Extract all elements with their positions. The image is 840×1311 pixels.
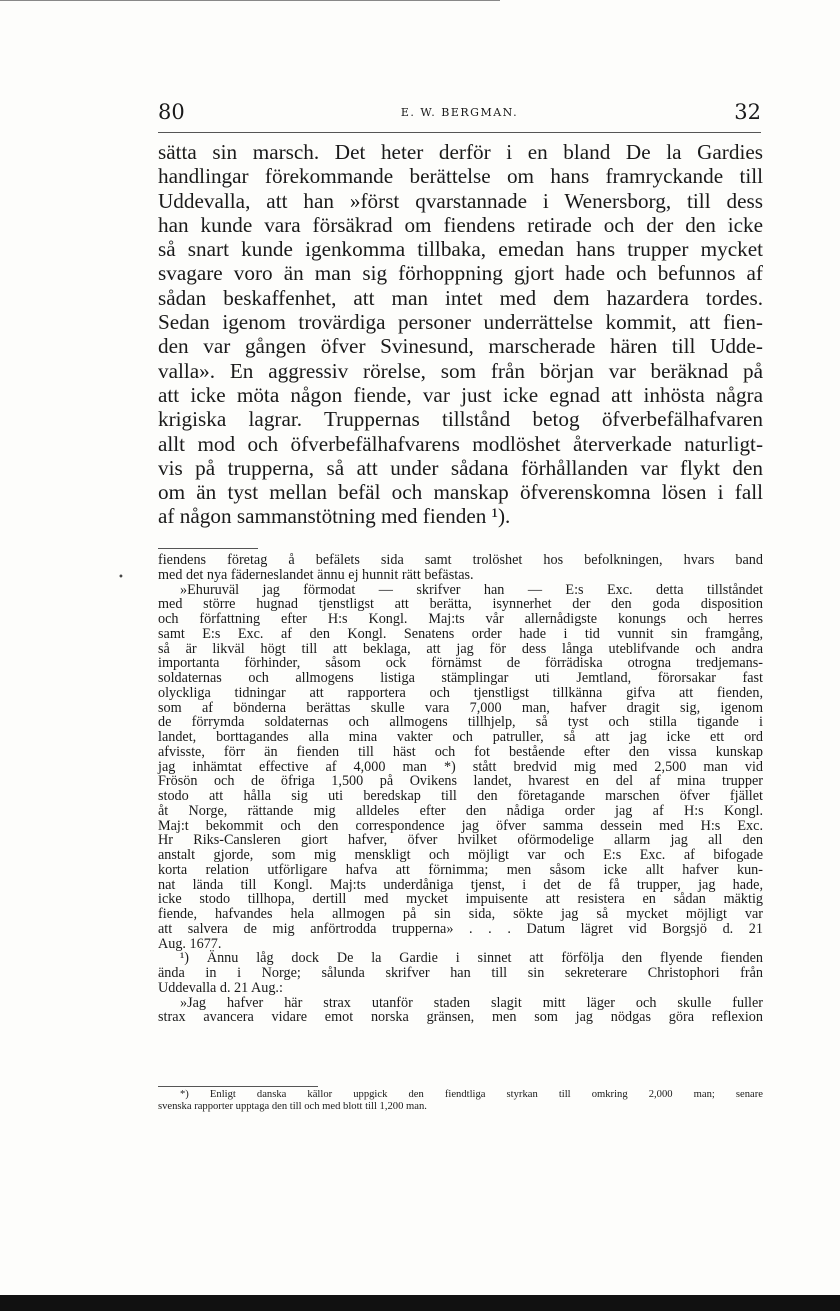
scan-bottom-band	[0, 1295, 840, 1311]
body-line: om än tyst mellan befäl och manskap öfverenskomna lösen i fall	[158, 480, 763, 505]
footnote-line: och författning efter H:s Kongl. Maj:ts vår allernådigste konungs och herres	[158, 611, 763, 627]
body-line: han kunde vara försäkrad om fiendens retirade och der den icke	[158, 212, 763, 237]
footnote-line: jag inhämtat effective af 4,000 man *) stått bredvid mig med 2,500 man vid	[158, 758, 763, 775]
footnote-line: med det nya fäderneslandet ännu ej hunnit rätt befästas.	[158, 566, 474, 583]
footnote-line: icke stodo tillhopa, dertill med mycket impuisente att resistera en sådan mäktig	[158, 891, 763, 908]
body-line: så snart kunde igenkomma tillbaka, emedan hans trupper mycket	[158, 237, 763, 262]
footnote-line: fiende, hafvandes hela allmogen på sin sida, sökte jag så mycket möjligt var	[158, 906, 763, 922]
footnote-line: Hr Riks-Cansleren giort hafver, öfver hvilket oförmodelige allarm jag all den	[158, 832, 763, 849]
footnote-line: korta relation utförligare hafva att förnimma; men såsom icke allt hafver kun-	[158, 861, 763, 878]
footnote-line: nat lända till Kongl. Maj:ts underdåniga tjenst, i det de få trupper, jag hade,	[158, 876, 763, 893]
footnote-line: så är likväl högt till att beklaga, att jag för dess långa uteblifvande och andra	[158, 640, 763, 657]
footnote-line: att salvera de mig anförtrodda trupperna» . . . Datum lägret vid Borgsjö d. 21	[158, 920, 763, 937]
footnote-line: ¹) Ännu låg dock De la Gardie i sinnet att förfölja den flyende fienden	[180, 950, 763, 967]
body-line: handlingar förekommande berättelse om hans framryckande till	[158, 164, 763, 189]
subnote-rule	[158, 1086, 318, 1087]
body-line: vis på trupperna, så att under sådana förhållanden var flykt den	[158, 455, 763, 480]
main-body-text	[158, 140, 763, 529]
footnote-line: anstalt gjorde, som mig menskligt och möjligt var och E:s Exc. af bifogade	[158, 847, 763, 863]
body-line: allt mod och öfverbefälhafvarens modlöshet återverkade naturligt-	[158, 431, 763, 456]
footnote-line: landet, borttagandes alla mina vakter och patruller, så att jag icke ett ord	[158, 729, 763, 745]
footnote-line: importanta förhinder, såsom ock förnämst de förrädiska otrogna tredjemans-	[158, 655, 763, 672]
section-number: 32	[734, 100, 761, 124]
footnote-line: ända in i Norge; sålunda skrifver han till sin sekreterare Christophori från	[158, 965, 763, 981]
footnote-line: Uddevalla d. 21 Aug.:	[158, 979, 283, 996]
footnote-line: fiendens företag å befälets sida samt trolöshet hos befolkningen, hvars band	[158, 552, 763, 568]
page-number: 80	[158, 100, 185, 124]
header-rule	[158, 132, 761, 133]
footnote-line: »Jag hafver här strax utanför staden slagit mitt läger och skulle fuller	[180, 994, 763, 1011]
body-line: sådan beskaffenhet, att man intet med dem hazardera tordes.	[158, 285, 763, 310]
footnote-line: strax avancera vidare emot norska gränsen, men som jag nödgas göra reflexion	[158, 1009, 763, 1026]
footnote-line: Maj:t bekommit och den correspondence jag öfver samma dessein med H:s Exc.	[158, 817, 763, 834]
running-head: E. W. BERGMAN.	[400, 106, 519, 119]
body-line: att icke möta någon fiende, var just icke egnad att inhösta några	[158, 382, 763, 407]
footnote-line: soldaternas och allmogens listiga stämplingar uti Jemtland, förorsakar fast	[158, 670, 763, 686]
subnote-line: svenska rapporter upptaga den till och med blott till 1,200 man.	[158, 1101, 427, 1112]
footnote-line: »Ehuruväl jag förmodat — skrifver han — E:s Exc. detta tillståndet	[180, 581, 763, 598]
footnote-line: de förrymda soldaternas och allmogens tillhjelp, så tyst och stilla tigande i	[158, 714, 763, 731]
footnote-line: olyckliga tidningar att rapportera och tjenstligst tillkänna gifva att fienden,	[158, 684, 763, 701]
subnote-line: *) Enligt danska källor uppgick den fiendtliga styrkan till omkring 2,000 man; senare	[180, 1089, 763, 1100]
footnotes	[158, 553, 763, 1025]
footnote-line: Frösön och de öfriga 1,500 på Ovikens landet, hvarest en del af mina trupper	[158, 773, 763, 790]
footnote-line: med större hugnad tjenstligst att berätta, isynnerhet der den goda disposition	[158, 596, 763, 613]
body-line: af någon sammanstötning med fienden ¹).	[158, 504, 511, 529]
scan-top-rule	[0, 0, 500, 1]
body-line: svagare voro än man sig förhoppning gjort hade och befunnos af	[158, 261, 763, 286]
subnote	[158, 1089, 763, 1113]
footnote-line: stodo att hålla sig uti beredskap till den företagande marschen öfver fjället	[158, 788, 763, 804]
body-line: krigiska lagrar. Truppernas tillstånd betog öfverbefälhafvaren	[158, 407, 763, 432]
footnote-line: Aug. 1677.	[158, 935, 222, 952]
body-line: Uddevalla, att han »först qvarstannade i Wenersborg, till dess	[158, 188, 763, 213]
footnote-line: afvisste, förr än fienden till häst och fot bestående efter den vissa kunskap	[158, 743, 763, 760]
body-line: den var gången öfver Svinesund, marscherade hären till Udde-	[158, 334, 763, 359]
page-header	[158, 100, 761, 130]
body-line: valla». En aggressiv rörelse, som från början var beräknad på	[158, 358, 763, 383]
footnote-rule	[158, 548, 258, 549]
footnote-line: åt Norge, rättande mig alldeles efter den nådiga order jag af H:s Kongl.	[158, 802, 763, 819]
body-line: sätta sin marsch. Det heter derför i en bland De la Gardies	[158, 140, 763, 164]
footnote-line: som af bönderna berättas skulle vara 7,000 man, hafver dragit sig, igenom	[158, 699, 763, 716]
footnote-line: samt E:s Exc. af den Kongl. Senatens order hade i tid vunnit sin framgång,	[158, 625, 763, 642]
scan-mark: •	[118, 572, 124, 583]
body-line: Sedan igenom trovärdiga personer underrättelse kommit, att fien-	[158, 310, 763, 335]
